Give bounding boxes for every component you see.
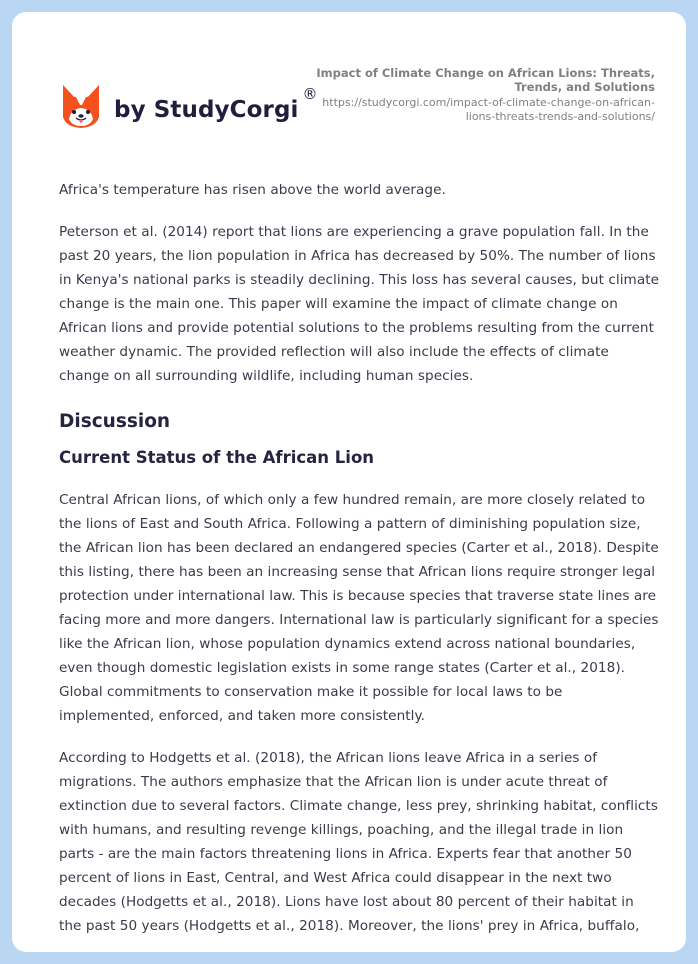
section-heading: Discussion — [59, 411, 171, 432]
article-body — [59, 178, 659, 952]
studycorgi-logo[interactable] — [60, 76, 318, 136]
corgi-icon — [60, 83, 102, 129]
document-card — [12, 12, 686, 952]
intro-paragraph: Peterson et al. (2014) report that lions are experiencing a grave population fall. In the past 20 years, the lion population in Africa has decreased by 50%. The number of lions in Kenya's national parks is steadily declining. This loss has several causes, but climate change is the main one. This paper will examine the impact of climate change on African lions and provide potential solutions to the problems resulting from the current weather dynamic. The provided reflection will also include the effects of climate change on all surrounding wildlife, including human species. — [59, 224, 659, 384]
body-paragraph: Central African lions, of which only a few hundred remain, are more closely related to the lions of East and South Africa. Following a pattern of diminishing population size, the African lion has been declared an endangered species (Carter et al., 2018). Despite this listing, there has been an increasing sense that African lions require stronger legal protection under international law. This is because species that traverse state lines are facing more and more dangers. International law is particularly significant for a species like the African lion, whose population dynamics extend across national boundaries, even though domestic legislation exists in some range states (Carter et al., 2018). Global commitments to conservation make it possible for local laws to be implemented, enforced, and taken more consistently. — [59, 492, 659, 724]
brand-name: by StudyCorgi — [114, 97, 299, 123]
subsection-heading: Current Status of the African Lion — [59, 448, 375, 467]
article-title: Impact of Climate Change on African Lions: Threats, Trends, and Solutions — [316, 66, 655, 94]
article-meta — [295, 66, 655, 124]
intro-paragraph: Africa's temperature has risen above the world average. — [59, 182, 446, 198]
registered-mark: ® — [302, 85, 318, 103]
article-url[interactable]: https://studycorgi.com/impact-of-climate-change-on-african-lions-threats-trends-and-solutions/ — [322, 96, 655, 123]
body-paragraph: According to Hodgetts et al. (2018), the African lions leave Africa in a series of migrations. The authors emphasize that the African lion is under acute threat of extinction due to several factors. Climate change, less prey, shrinking habitat, conflicts with humans, and resulting revenge killings, poaching, and the illegal trade in lion parts - are the main factors threatening lions in Africa. Experts fear that another 50 percent of lions in East, Central, and West Africa could disappear in the next two decades (Hodgetts et al., 2018). Lions have lost about 80 percent of their habitat in the past 50 years (Hodgetts et al., 2018). Moreover, the lions' prey in Africa, buffalo, — [59, 750, 658, 934]
